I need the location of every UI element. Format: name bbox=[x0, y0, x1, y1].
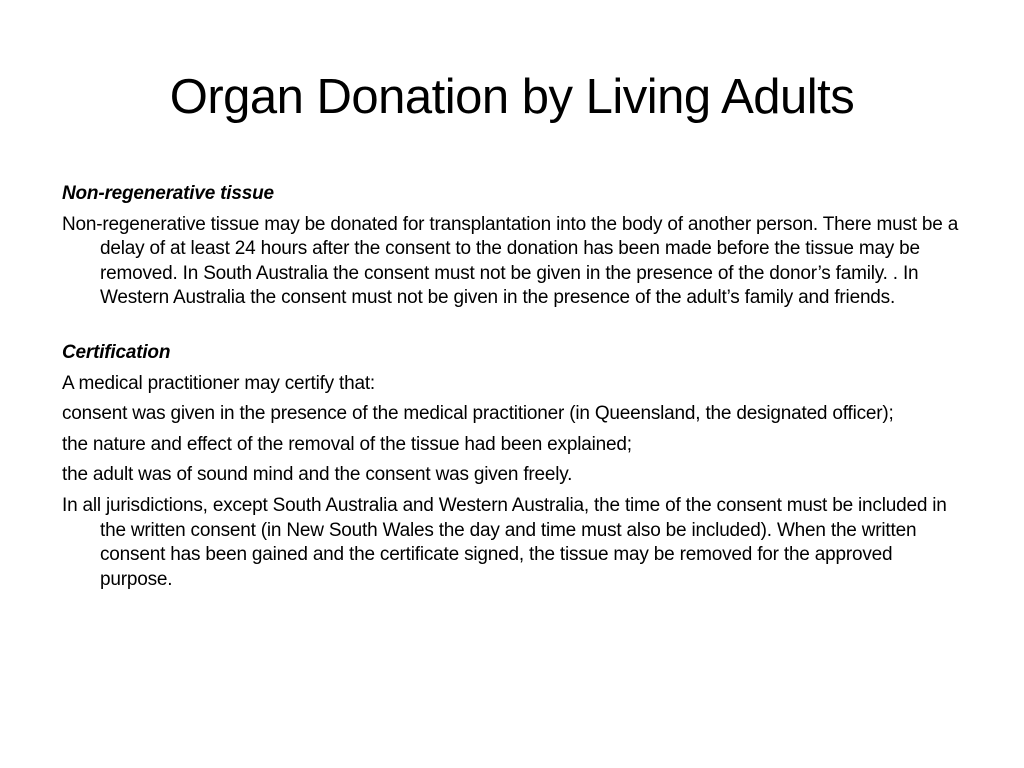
section-spacer bbox=[62, 317, 962, 341]
section-heading-certification: Certification bbox=[62, 341, 171, 363]
certification-item-explained: the nature and effect of the removal of the tissue had been explained; bbox=[62, 433, 632, 455]
certification-item-consent: consent was given in the presence of the medical practitioner (in Queensland, the designated officer); bbox=[62, 403, 894, 425]
certification-intro: A medical practitioner may certify that: bbox=[62, 372, 376, 394]
section-heading-non-regenerative: Non-regenerative tissue bbox=[62, 183, 274, 204]
non-regenerative-paragraph: Non-regenerative tissue may be donated for transplantation into the body of another person. There must be a delay of at least 24 hours after the consent to the donation has been made before the tissue may be removed. In South Australia the consent must not be given in the presence of the donor’s family. . In Western Australia the consent must not be given in the presence of the adult’s family and friends. bbox=[62, 213, 959, 309]
slide-title: Organ Donation by Living Adults bbox=[169, 70, 855, 124]
certification-item-sound-mind: the adult was of sound mind and the consent was given freely. bbox=[62, 464, 573, 486]
slide-body bbox=[62, 182, 962, 598]
certification-closing: In all jurisdictions, except South Australia and Western Australia, the time of the consent must be included in the written consent (in New South Wales the day and time must also be included). When the written consent has been gained and the certificate signed, the tissue may be removed for the approved purpose. bbox=[62, 494, 947, 590]
